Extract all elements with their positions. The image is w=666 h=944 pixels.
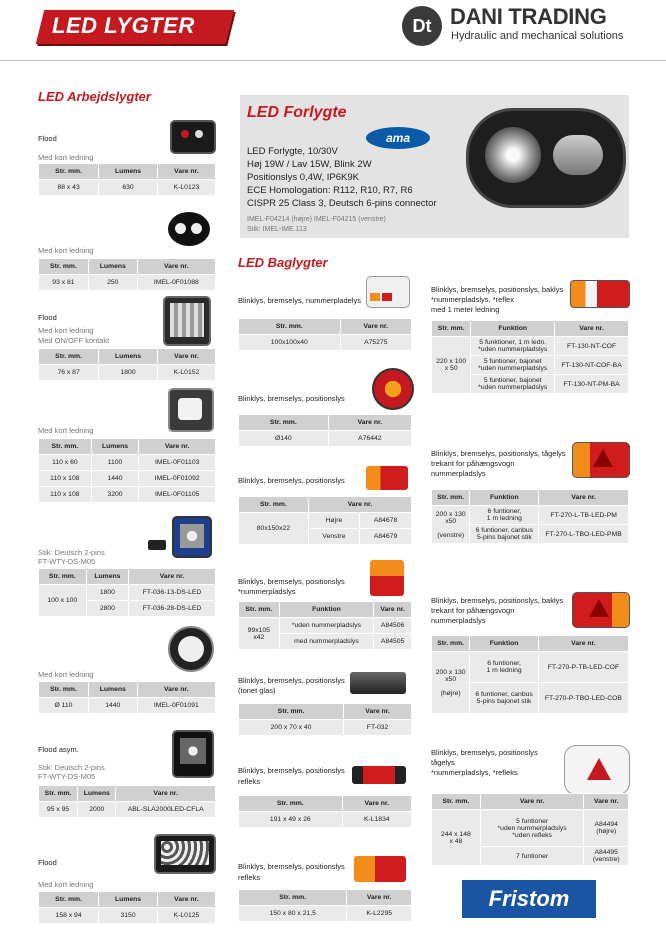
tail-light-image [366, 466, 408, 490]
tail-light-image [570, 280, 630, 308]
spec-table: Str. mm. Lumens Vare nr. 93 x 81 250 IMEL-0F01088 [38, 258, 216, 291]
headlight-image [466, 108, 626, 208]
tail-light-desc: med 1 meter ledning [431, 305, 500, 314]
section-heading-baglygter: LED Baglygter [238, 255, 328, 270]
forlygte-connector: Stik: IMEL-IME.113 [247, 226, 307, 233]
tail-light-desc: Blinklys, bremselys, positionslys [238, 766, 345, 775]
tail-light-image [572, 442, 630, 478]
company-logo-icon: Dt [402, 6, 442, 46]
work-light-image [172, 516, 212, 558]
work-light-image [168, 212, 210, 246]
product-label: Flood [38, 858, 57, 867]
spec-table: Str. mm. Lumens Vare nr. 100 x 100 1800 FT-036-13-DS-LED 2800 FT-036-28-DS-LED [38, 568, 216, 617]
header-divider [0, 60, 666, 61]
work-light-image [170, 120, 216, 154]
tail-light-desc: nummerpladslys [431, 616, 486, 625]
forlygte-part-numbers: IMEL-F04214 (højre) IMEL-F04215 (venstre) [247, 216, 386, 223]
tail-light-desc: Blinklys, bremselys, positionslys, tågelys [431, 449, 566, 458]
tail-light-desc: *nummerpladslys, *refleks [431, 768, 518, 777]
spec-table: Str. mm. Lumens Vare nr. 158 x 94 3150 K-L0125 [38, 891, 216, 924]
work-light-image [168, 626, 214, 672]
tail-light-desc: Blinklys, bremselys, positionslys [238, 862, 345, 871]
section-heading-arbejdslygter: LED Arbejdslygter [38, 89, 151, 104]
forlygte-spec-line: Høj 19W / Lav 15W, Blink 2W [247, 159, 372, 170]
spec-table: Str. mm. Funktion Vare nr. 200 x 130 x50 (højre) 6 funtioner, 1 m ledning FT-270-P-TB-LED-COF 6 funtioner, canbus 5-pins bajonet stik FT-270-P-TBO-LED-COB [431, 635, 629, 714]
spec-table: Str. mm. Vare nr. 200 x 70 x 40 FT-032 [238, 703, 412, 736]
product-label: Flood asym. [38, 745, 79, 754]
product-label: Flood [38, 313, 57, 322]
product-subtitle: Med kort ledning [38, 153, 94, 162]
product-subtitle: Med kort ledning [38, 246, 94, 255]
tail-light-image [350, 672, 406, 694]
work-light-image [172, 730, 214, 778]
tail-light-desc: trekant for påhængsvogn [431, 459, 515, 468]
spec-table: Str. mm. Lumens Vare nr. Ø 110 1440 IMEL-0F01091 [38, 681, 216, 714]
tail-light-image [370, 560, 404, 596]
product-subtitle: Stik: Deutsch 2-pins [38, 763, 105, 772]
tail-light-image [572, 592, 630, 628]
work-light-image [163, 296, 211, 346]
work-light-image [168, 388, 214, 432]
spec-table: Str. mm. Vare nr. 80x150x22 Højre A84678 Venstre A84679 [238, 496, 412, 545]
tail-light-image [564, 745, 630, 795]
tail-light-desc: Blinklys, bremselys, positionslys, baklys [431, 596, 564, 605]
connector-icon [148, 540, 166, 550]
tail-light-desc: Blinklys, bremselys, positionslys [431, 748, 538, 757]
tail-light-desc: Blinklys, bremselys, positionslys [238, 577, 345, 586]
tail-light-image [354, 856, 406, 882]
tail-light-image [366, 276, 410, 308]
tail-light-desc: Blinklys, bremselys, positionslys [238, 676, 345, 685]
product-subtitle: Med kort ledning [38, 426, 94, 435]
forlygte-spec-line: CISPR 25 Class 3, Deutsch 6-pins connector [247, 198, 437, 209]
tail-light-image [352, 766, 406, 784]
tail-light-desc: tågelys [431, 758, 455, 767]
spec-table: Str. mm. Vare nr. Vare nr. 244 x 148 x 48 5 funtioner *uden nummerpladslys *uden refleks A84494 (højre) 7 funtioner A84495 (venstre) [431, 793, 629, 866]
tail-light-desc: *nummerpladslys [238, 587, 296, 596]
spec-table: Str. mm. Funktion Vare nr. 220 x 100 x 50 5 funktioner, 1 m ledn. *uden nummerpladslys FT-130-NT-COF 5 funtioner, bajonet *uden nummerpladslys FT-130-NT-COF-BA 5 funtioner, bajonet *uden nummerpladslys FT-130-NT-PM-BA [431, 320, 629, 394]
forlygte-spec-line: Positionslys 0,4W, IP6K9K [247, 172, 359, 183]
product-subtitle: Stik: Deutsch 2-pins [38, 548, 105, 557]
spec-table: Str. mm. Vare nr. 150 x 80 x 21,5 K-L2295 [238, 889, 412, 922]
product-subtitle: Med kort ledning [38, 326, 94, 335]
company-name: DANI TRADING [450, 4, 607, 29]
tail-light-image [372, 368, 414, 410]
tail-light-desc: refleks [238, 873, 261, 882]
forlygte-spec-line: ECE Homologation: R112, R10, R7, R6 [247, 185, 413, 196]
product-label: Flood [38, 134, 57, 143]
tail-light-desc: Blinklys, bremselys, nummerpladelys [238, 296, 361, 305]
forlygte-title: LED Forlygte [247, 104, 347, 121]
page-title: LED LYGTER [52, 13, 195, 38]
spec-table: Str. mm. Lumens Vare nr. 76 x 87 1800 K-L0152 [38, 348, 216, 381]
spec-table: Str. mm. Lumens Vare nr. 110 x 60 1100 IMEL-0F01103 110 x 108 1440 IMEL-0F01092 110 x 108 3200 IMEL-0F01105 [38, 438, 216, 503]
spec-table: Str. mm. Vare nr. 191 x 49 x 26 K-L1834 [238, 795, 412, 828]
work-light-image [154, 834, 216, 874]
spec-table: Str. mm. Vare nr. Ø140 A76442 [238, 414, 412, 447]
product-subtitle: FT-WTY-DS-M05 [38, 772, 96, 781]
product-subtitle: Med kort ledning [38, 880, 94, 889]
tail-light-desc: Blinklys, bremselys, positionslys [238, 394, 345, 403]
tail-light-desc: refleks [238, 777, 261, 786]
tail-light-desc: trekant for påhængsvogn [431, 606, 515, 615]
spec-table: Str. mm. Funktion Vare nr. 99x105 x42 *uden nummerpladslys A84506 med nummerpladslys A84505 [238, 601, 412, 650]
company-tagline: Hydraulic and mechanical solutions [451, 30, 624, 42]
tail-light-desc: nummerpladslys [431, 469, 486, 478]
spec-table: Str. mm. Lumens Vare nr. 95 x 95 2000 ABL-SLA2000LED-CFLA [38, 785, 216, 818]
spec-table: Str. mm. Vare nr. 100x100x40 A75275 [238, 318, 412, 351]
tail-light-desc: Blinklys, bremselys, positionslys, baklys [431, 285, 564, 294]
fristom-logo: Fristom [462, 880, 596, 918]
spec-table: Str. mm. Funktion Vare nr. 200 x 130 x50 (venstre) 6 funtioner, 1 m ledning FT-270-L-TB-LED-PM 6 funtioner, canbus 5-pins bajonet stik FT-270-L-TBO-LED-PMB [431, 489, 629, 544]
product-subtitle: Med ON/OFF kontakt [38, 336, 110, 345]
spec-table: Str. mm. Lumens Vare nr. 88 x 43 630 K-L0123 [38, 163, 216, 196]
tail-light-desc: *nummerpladslys, *reflex [431, 295, 514, 304]
product-subtitle: Med kort ledning [38, 670, 94, 679]
forlygte-spec-line: LED Forlygte, 10/30V [247, 146, 338, 157]
tail-light-desc: Blinklys, bremselys, positionslys [238, 476, 345, 485]
product-subtitle: FT-WTY-DS-M05 [38, 557, 96, 566]
ama-logo: ama [366, 127, 430, 149]
tail-light-desc: (tonet glas) [238, 686, 276, 695]
